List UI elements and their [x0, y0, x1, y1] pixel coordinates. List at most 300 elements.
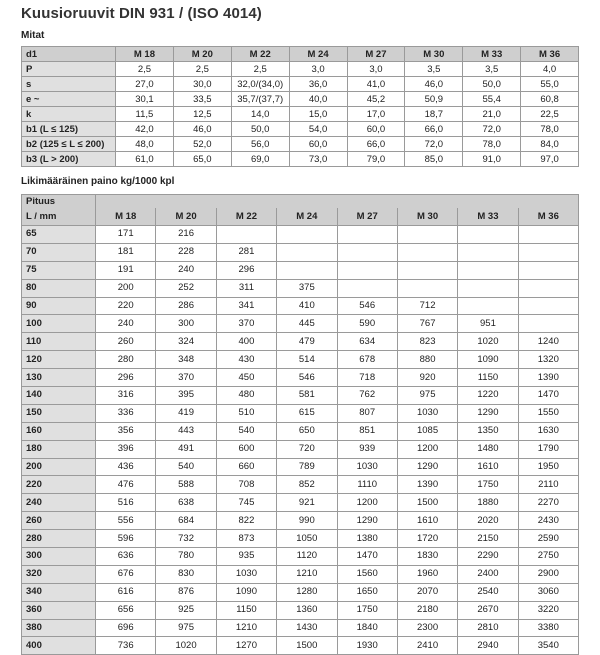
- table-cell: 540: [156, 458, 216, 476]
- table-cell: 375: [277, 279, 337, 297]
- weights-row: [22, 261, 579, 279]
- row-label-cell: 120: [22, 351, 96, 369]
- weights-table: [21, 194, 579, 655]
- table-cell: [518, 279, 578, 297]
- table-cell: 410: [277, 297, 337, 315]
- table-cell: 1020: [156, 637, 216, 655]
- weights-row: [22, 494, 579, 512]
- table-cell: 60,8: [521, 92, 579, 107]
- table-cell: 823: [397, 333, 457, 351]
- table-cell: 556: [96, 512, 156, 530]
- table-cell: 348: [156, 351, 216, 369]
- table-cell: 616: [96, 583, 156, 601]
- table-cell: 873: [216, 530, 276, 548]
- table-cell: 600: [216, 440, 276, 458]
- table-cell: 514: [277, 351, 337, 369]
- table-cell: 1470: [337, 548, 397, 566]
- row-label-cell: 130: [22, 369, 96, 387]
- table-cell: 1480: [458, 440, 518, 458]
- table-cell: 767: [397, 315, 457, 333]
- table-cell: 880: [397, 351, 457, 369]
- table-cell: 990: [277, 512, 337, 530]
- table-cell: 97,0: [521, 152, 579, 167]
- table-cell: 45,2: [347, 92, 405, 107]
- table-cell: 260: [96, 333, 156, 351]
- table-cell: 281: [216, 243, 276, 261]
- header-cell: M 33: [463, 47, 521, 62]
- dimensions-row: [22, 62, 579, 77]
- table-cell: 341: [216, 297, 276, 315]
- table-cell: 240: [156, 261, 216, 279]
- table-cell: 296: [216, 261, 276, 279]
- table-cell: 1350: [458, 422, 518, 440]
- table-cell: [397, 243, 457, 261]
- table-cell: 27,0: [116, 77, 174, 92]
- weights-row: [22, 369, 579, 387]
- table-cell: 91,0: [463, 152, 521, 167]
- header-cell: M 36: [521, 47, 579, 62]
- table-cell: 696: [96, 619, 156, 637]
- weights-row: [22, 601, 579, 619]
- table-cell: 2940: [458, 637, 518, 655]
- table-cell: 11,5: [116, 107, 174, 122]
- table-cell: 1650: [337, 583, 397, 601]
- table-cell: [458, 279, 518, 297]
- table-cell: 1150: [216, 601, 276, 619]
- row-label-cell: 400: [22, 637, 96, 655]
- table-cell: 324: [156, 333, 216, 351]
- table-cell: 1200: [397, 440, 457, 458]
- table-cell: 1090: [458, 351, 518, 369]
- table-cell: 2300: [397, 619, 457, 637]
- table-cell: [337, 226, 397, 244]
- table-cell: 1210: [216, 619, 276, 637]
- table-cell: 1500: [277, 637, 337, 655]
- table-cell: 1960: [397, 565, 457, 583]
- table-cell: 1220: [458, 387, 518, 405]
- table-cell: 975: [156, 619, 216, 637]
- table-cell: 516: [96, 494, 156, 512]
- row-label-cell: 280: [22, 530, 96, 548]
- table-cell: 745: [216, 494, 276, 512]
- table-cell: 1150: [458, 369, 518, 387]
- table-cell: 50,0: [231, 122, 289, 137]
- table-cell: 1030: [216, 565, 276, 583]
- table-cell: 42,0: [116, 122, 174, 137]
- table-cell: 35,7/(37,7): [231, 92, 289, 107]
- table-cell: 1085: [397, 422, 457, 440]
- table-cell: 356: [96, 422, 156, 440]
- table-cell: 479: [277, 333, 337, 351]
- table-cell: 921: [277, 494, 337, 512]
- dimensions-header-row: [22, 47, 579, 62]
- row-label-cell: 80: [22, 279, 96, 297]
- table-cell: 2,5: [116, 62, 174, 77]
- table-cell: 50,9: [405, 92, 463, 107]
- table-cell: 2180: [397, 601, 457, 619]
- table-cell: 2020: [458, 512, 518, 530]
- table-cell: 718: [337, 369, 397, 387]
- row-label-cell: 220: [22, 476, 96, 494]
- table-cell: 3,0: [289, 62, 347, 77]
- table-cell: 939: [337, 440, 397, 458]
- row-label-cell: 200: [22, 458, 96, 476]
- table-cell: 830: [156, 565, 216, 583]
- table-cell: 311: [216, 279, 276, 297]
- table-cell: 36,0: [289, 77, 347, 92]
- table-cell: 22,5: [521, 107, 579, 122]
- table-cell: 4,0: [521, 62, 579, 77]
- row-label-cell: 300: [22, 548, 96, 566]
- dimensions-row: [22, 137, 579, 152]
- weights-row: [22, 226, 579, 244]
- table-cell: 720: [277, 440, 337, 458]
- dimensions-row: [22, 92, 579, 107]
- table-cell: 436: [96, 458, 156, 476]
- table-cell: 1950: [518, 458, 578, 476]
- table-cell: 822: [216, 512, 276, 530]
- table-cell: 85,0: [405, 152, 463, 167]
- table-cell: 336: [96, 404, 156, 422]
- dimensions-table: [21, 46, 579, 167]
- row-label-cell: 140: [22, 387, 96, 405]
- page-title: Kuusioruuvit DIN 931 / (ISO 4014): [21, 5, 262, 22]
- weights-row: [22, 243, 579, 261]
- table-cell: 181: [96, 243, 156, 261]
- table-cell: 2900: [518, 565, 578, 583]
- weights-row: [22, 583, 579, 601]
- table-cell: 925: [156, 601, 216, 619]
- table-cell: 30,1: [116, 92, 174, 107]
- header-cell: M 36: [518, 208, 578, 226]
- table-cell: 1610: [458, 458, 518, 476]
- row-label-cell: 360: [22, 601, 96, 619]
- table-cell: 280: [96, 351, 156, 369]
- table-cell: 951: [458, 315, 518, 333]
- header-cell: M 22: [216, 208, 276, 226]
- table-cell: 228: [156, 243, 216, 261]
- table-cell: 1550: [518, 404, 578, 422]
- table-cell: 2400: [458, 565, 518, 583]
- table-cell: 240: [96, 315, 156, 333]
- table-cell: 1290: [458, 404, 518, 422]
- table-cell: 69,0: [231, 152, 289, 167]
- table-cell: 476: [96, 476, 156, 494]
- table-cell: [397, 261, 457, 279]
- header-cell: M 27: [347, 47, 405, 62]
- table-cell: 708: [216, 476, 276, 494]
- weights-header-top-row: [22, 195, 579, 209]
- table-cell: 79,0: [347, 152, 405, 167]
- table-cell: 736: [96, 637, 156, 655]
- table-cell: 1110: [337, 476, 397, 494]
- header-cell: M 18: [116, 47, 174, 62]
- table-cell: 55,0: [521, 77, 579, 92]
- table-cell: 2110: [518, 476, 578, 494]
- row-label-cell: e ~: [22, 92, 116, 107]
- row-label-cell: s: [22, 77, 116, 92]
- table-cell: 2590: [518, 530, 578, 548]
- table-cell: [518, 261, 578, 279]
- table-cell: 450: [216, 369, 276, 387]
- table-cell: 590: [337, 315, 397, 333]
- weights-row: [22, 458, 579, 476]
- table-cell: 396: [96, 440, 156, 458]
- table-cell: 18,7: [405, 107, 463, 122]
- table-cell: 1360: [277, 601, 337, 619]
- row-label-cell: 150: [22, 404, 96, 422]
- table-cell: 40,0: [289, 92, 347, 107]
- table-cell: 171: [96, 226, 156, 244]
- weights-row: [22, 512, 579, 530]
- weights-row: [22, 422, 579, 440]
- header-cell: M 27: [337, 208, 397, 226]
- table-cell: 2,5: [231, 62, 289, 77]
- table-cell: 2810: [458, 619, 518, 637]
- table-cell: 3220: [518, 601, 578, 619]
- table-cell: 636: [96, 548, 156, 566]
- table-cell: 400: [216, 333, 276, 351]
- table-cell: [518, 243, 578, 261]
- table-cell: 1280: [277, 583, 337, 601]
- table-cell: 2150: [458, 530, 518, 548]
- table-cell: 2430: [518, 512, 578, 530]
- header-cell: M 33: [458, 208, 518, 226]
- table-cell: 1030: [337, 458, 397, 476]
- table-cell: 935: [216, 548, 276, 566]
- table-cell: 66,0: [347, 137, 405, 152]
- table-cell: 395: [156, 387, 216, 405]
- table-cell: 32,0/(34,0): [231, 77, 289, 92]
- table-cell: 3,5: [405, 62, 463, 77]
- weights-row: [22, 297, 579, 315]
- table-cell: 33,5: [173, 92, 231, 107]
- row-label-cell: k: [22, 107, 116, 122]
- table-cell: 12,5: [173, 107, 231, 122]
- table-cell: 1270: [216, 637, 276, 655]
- header-cell: M 20: [156, 208, 216, 226]
- table-cell: 1750: [458, 476, 518, 494]
- table-cell: 72,0: [463, 122, 521, 137]
- weights-row: [22, 279, 579, 297]
- table-cell: 546: [337, 297, 397, 315]
- table-cell: 638: [156, 494, 216, 512]
- table-cell: 72,0: [405, 137, 463, 152]
- table-cell: 2410: [397, 637, 457, 655]
- row-label-cell: P: [22, 62, 116, 77]
- table-cell: 1930: [337, 637, 397, 655]
- row-label-cell: 110: [22, 333, 96, 351]
- table-cell: 920: [397, 369, 457, 387]
- table-cell: 1840: [337, 619, 397, 637]
- table-cell: 15,0: [289, 107, 347, 122]
- row-label-cell: 320: [22, 565, 96, 583]
- table-cell: 1720: [397, 530, 457, 548]
- table-cell: 50,0: [463, 77, 521, 92]
- table-cell: 216: [156, 226, 216, 244]
- table-cell: 14,0: [231, 107, 289, 122]
- table-cell: 316: [96, 387, 156, 405]
- table-cell: [518, 226, 578, 244]
- table-cell: [337, 261, 397, 279]
- table-cell: 546: [277, 369, 337, 387]
- weights-row: [22, 637, 579, 655]
- weights-row: [22, 315, 579, 333]
- table-cell: 1500: [397, 494, 457, 512]
- table-cell: 732: [156, 530, 216, 548]
- weights-row: [22, 333, 579, 351]
- table-cell: 65,0: [173, 152, 231, 167]
- table-cell: 2,5: [173, 62, 231, 77]
- table-cell: 84,0: [521, 137, 579, 152]
- table-cell: [458, 243, 518, 261]
- table-cell: 1200: [337, 494, 397, 512]
- weights-row: [22, 530, 579, 548]
- table-cell: 419: [156, 404, 216, 422]
- table-cell: 650: [277, 422, 337, 440]
- table-cell: 17,0: [347, 107, 405, 122]
- table-cell: 1050: [277, 530, 337, 548]
- row-label-cell: 90: [22, 297, 96, 315]
- table-cell: 370: [216, 315, 276, 333]
- table-cell: 1290: [397, 458, 457, 476]
- table-cell: 1430: [277, 619, 337, 637]
- table-cell: 851: [337, 422, 397, 440]
- table-cell: 370: [156, 369, 216, 387]
- table-cell: 296: [96, 369, 156, 387]
- weights-header-row: [22, 208, 579, 226]
- table-cell: 1210: [277, 565, 337, 583]
- table-cell: 581: [277, 387, 337, 405]
- table-cell: 3380: [518, 619, 578, 637]
- table-cell: 2070: [397, 583, 457, 601]
- dimensions-section-label: Mitat: [21, 30, 45, 41]
- table-cell: [337, 243, 397, 261]
- weights-row: [22, 619, 579, 637]
- table-cell: 2670: [458, 601, 518, 619]
- table-cell: 1390: [518, 369, 578, 387]
- table-cell: 1880: [458, 494, 518, 512]
- table-cell: [277, 261, 337, 279]
- table-cell: 2750: [518, 548, 578, 566]
- table-cell: 1120: [277, 548, 337, 566]
- table-cell: 596: [96, 530, 156, 548]
- table-cell: 1380: [337, 530, 397, 548]
- header-spacer: [96, 195, 579, 209]
- row-label-cell: b3 (L > 200): [22, 152, 116, 167]
- table-cell: 46,0: [173, 122, 231, 137]
- table-cell: 430: [216, 351, 276, 369]
- table-cell: 1020: [458, 333, 518, 351]
- table-cell: 300: [156, 315, 216, 333]
- table-cell: 510: [216, 404, 276, 422]
- table-cell: 46,0: [405, 77, 463, 92]
- weights-row: [22, 476, 579, 494]
- table-cell: 480: [216, 387, 276, 405]
- table-cell: 615: [277, 404, 337, 422]
- table-cell: 1630: [518, 422, 578, 440]
- table-cell: 3540: [518, 637, 578, 655]
- row-label-cell: 340: [22, 583, 96, 601]
- header-cell: d1: [22, 47, 116, 62]
- header-cell: M 24: [277, 208, 337, 226]
- weights-row: [22, 387, 579, 405]
- table-cell: 220: [96, 297, 156, 315]
- table-cell: 41,0: [347, 77, 405, 92]
- table-cell: 678: [337, 351, 397, 369]
- table-cell: 78,0: [521, 122, 579, 137]
- table-cell: 1320: [518, 351, 578, 369]
- table-cell: 876: [156, 583, 216, 601]
- table-cell: 780: [156, 548, 216, 566]
- table-cell: 66,0: [405, 122, 463, 137]
- table-cell: 445: [277, 315, 337, 333]
- table-cell: 676: [96, 565, 156, 583]
- table-cell: [277, 226, 337, 244]
- table-cell: [216, 226, 276, 244]
- header-cell: M 30: [397, 208, 457, 226]
- table-cell: [458, 297, 518, 315]
- table-cell: 712: [397, 297, 457, 315]
- row-label-cell: 240: [22, 494, 96, 512]
- weights-row: [22, 404, 579, 422]
- table-cell: 789: [277, 458, 337, 476]
- row-label-cell: 380: [22, 619, 96, 637]
- table-cell: [397, 279, 457, 297]
- table-cell: 2290: [458, 548, 518, 566]
- dimensions-row: [22, 152, 579, 167]
- table-cell: 3060: [518, 583, 578, 601]
- weights-row: [22, 440, 579, 458]
- row-label-cell: 70: [22, 243, 96, 261]
- table-cell: 1750: [337, 601, 397, 619]
- table-cell: 1470: [518, 387, 578, 405]
- table-cell: 807: [337, 404, 397, 422]
- table-cell: 48,0: [116, 137, 174, 152]
- table-cell: 762: [337, 387, 397, 405]
- table-cell: 656: [96, 601, 156, 619]
- table-cell: 634: [337, 333, 397, 351]
- table-cell: 1390: [397, 476, 457, 494]
- row-label-cell: 180: [22, 440, 96, 458]
- header-cell-length-top: Pituus: [22, 195, 96, 209]
- table-cell: 1610: [397, 512, 457, 530]
- table-cell: 3,0: [347, 62, 405, 77]
- table-cell: 54,0: [289, 122, 347, 137]
- table-cell: 78,0: [463, 137, 521, 152]
- table-cell: [277, 243, 337, 261]
- header-cell: L / mm: [22, 208, 96, 226]
- table-cell: 60,0: [289, 137, 347, 152]
- table-cell: 55,4: [463, 92, 521, 107]
- table-cell: 684: [156, 512, 216, 530]
- table-cell: 1830: [397, 548, 457, 566]
- header-cell: M 30: [405, 47, 463, 62]
- table-cell: 852: [277, 476, 337, 494]
- table-cell: 191: [96, 261, 156, 279]
- row-label-cell: 75: [22, 261, 96, 279]
- header-cell: M 18: [96, 208, 156, 226]
- row-label-cell: 260: [22, 512, 96, 530]
- row-label-cell: 160: [22, 422, 96, 440]
- table-cell: 1790: [518, 440, 578, 458]
- dimensions-row: [22, 122, 579, 137]
- header-cell: M 20: [173, 47, 231, 62]
- weights-section-label: Likimääräinen paino kg/1000 kpl: [21, 176, 175, 187]
- table-cell: [397, 226, 457, 244]
- table-cell: 1030: [397, 404, 457, 422]
- table-cell: 2270: [518, 494, 578, 512]
